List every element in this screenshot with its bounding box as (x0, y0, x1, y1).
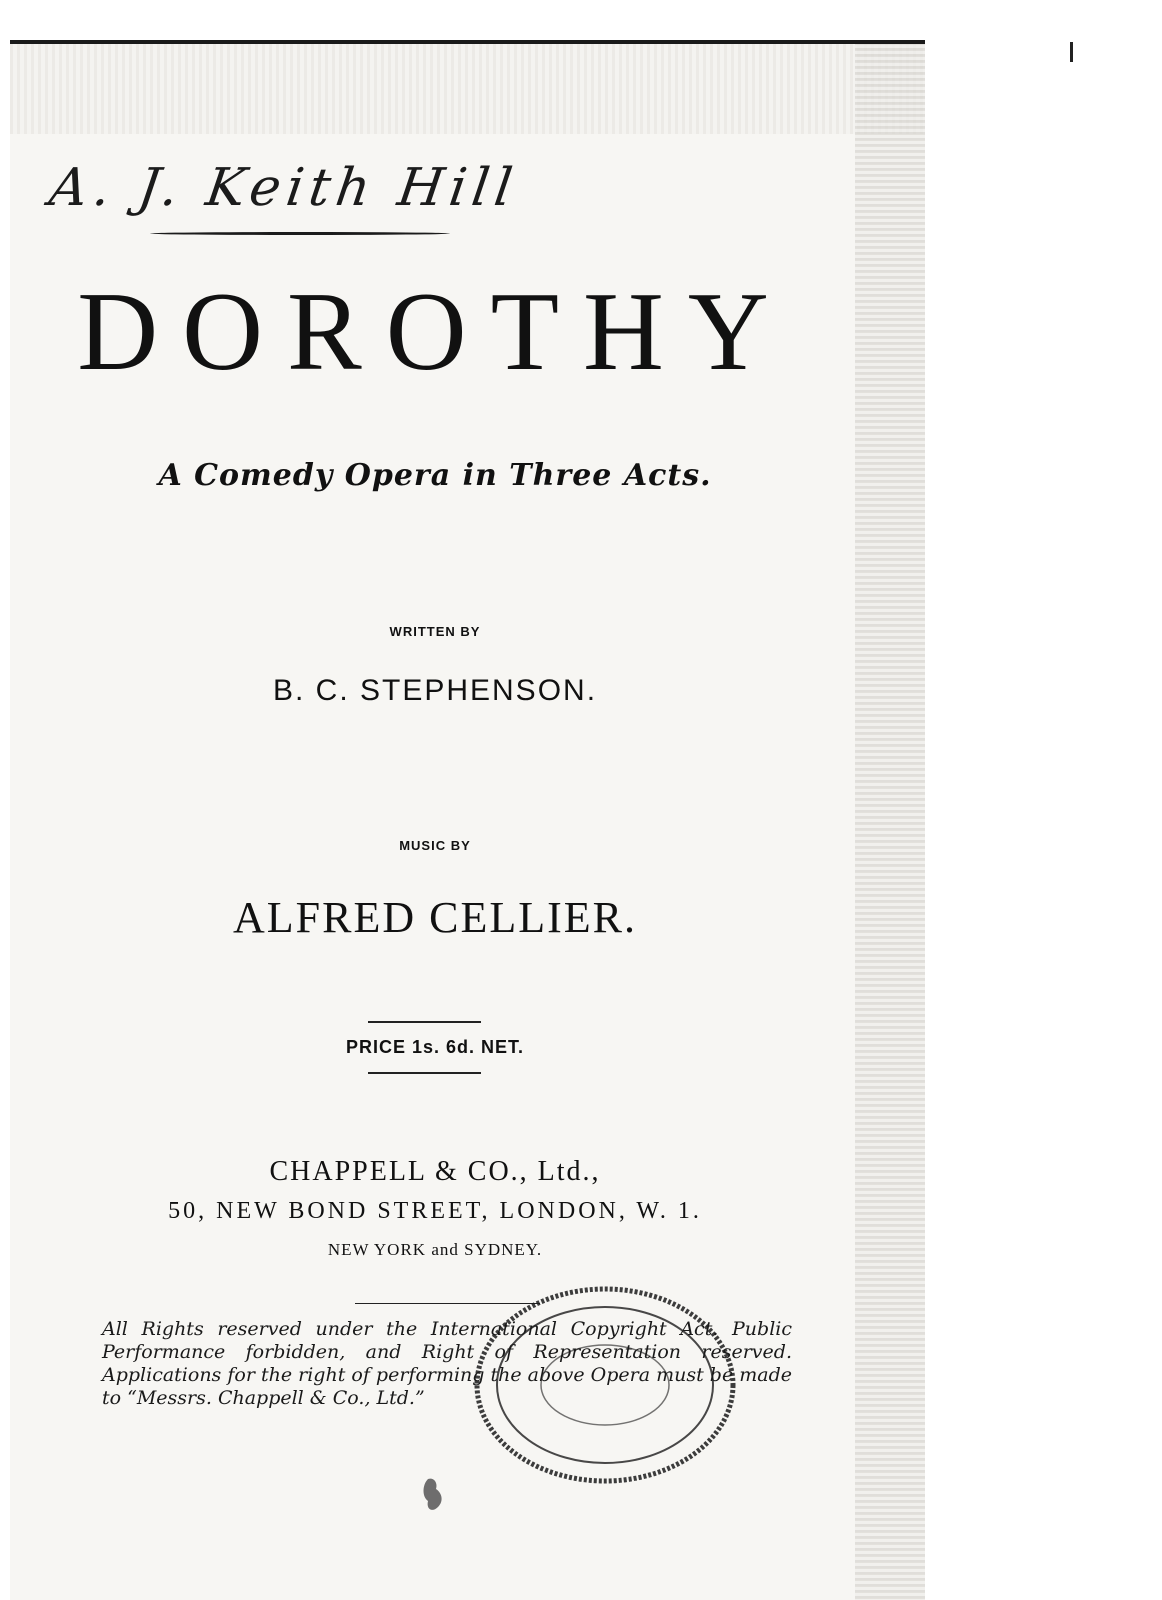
rights-notice-text: All Rights reserved under the International Copyright Act. Public Performance forbidden, and Right of Representation reserved. Applications for the right of performing the above Opera must be made to “Messrs. Chappell & Co., Ltd.” (102, 1318, 792, 1409)
library-stamp-icon (470, 1280, 740, 1490)
publisher-name: CHAPPELL & CO., Ltd., (269, 1156, 601, 1187)
opera-title: DOROTHY (77, 270, 793, 394)
price-line: PRICE 1s. 6d. NET. (345, 1037, 525, 1057)
signature-underline (150, 232, 450, 235)
price-rule-top (368, 1021, 481, 1023)
margin-mark (1070, 42, 1073, 62)
publisher-address: 50, NEW BOND STREET, LONDON, W. 1. (168, 1198, 702, 1224)
author-name: B. C. STEPHENSON. (272, 674, 598, 707)
owner-signature: A. J. Keith Hill (45, 158, 522, 218)
composer-name: ALFRED CELLIER. (233, 893, 637, 942)
price-rule-bottom (368, 1072, 481, 1074)
written-by-label: WRITTEN BY (389, 624, 481, 639)
scan-noise-edge (855, 44, 925, 1600)
scan-noise-top (10, 44, 925, 134)
publisher-cities: NEW YORK and SYDNEY. (327, 1240, 543, 1259)
ink-blot-icon (420, 1475, 450, 1515)
opera-subtitle: A Comedy Opera in Three Acts. (158, 458, 712, 493)
music-by-label: MUSIC BY (399, 838, 471, 853)
